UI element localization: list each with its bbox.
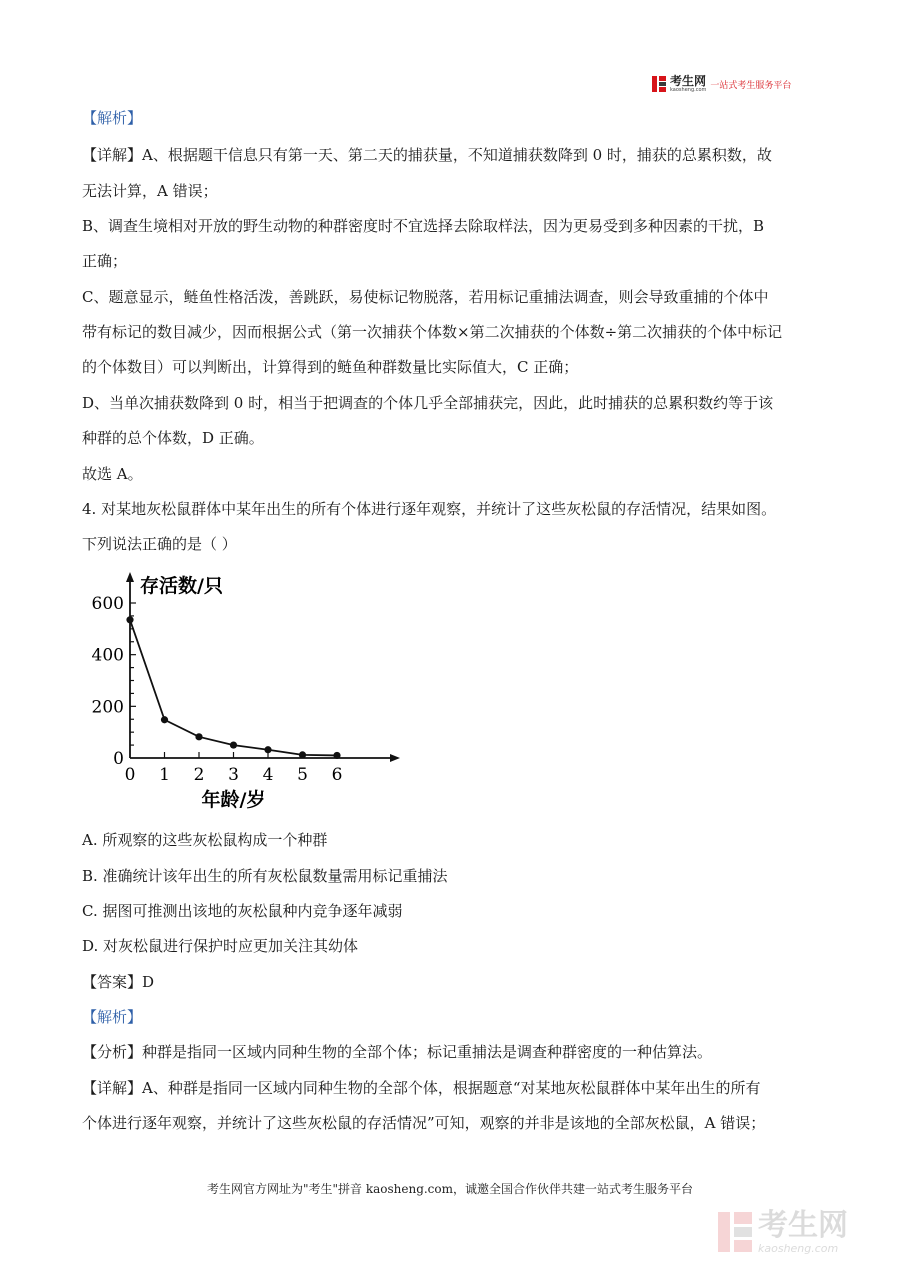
- watermark-text: [758, 1207, 848, 1255]
- logo-mark-icon: [652, 76, 666, 92]
- x-tick-label: 3: [228, 765, 239, 785]
- option-b: B. 准确统计该年出生的所有灰松鼠数量需用标记重捕法: [82, 867, 448, 885]
- option-c: C. 据图可推测出该地的灰松鼠种内竞争逐年减弱: [82, 902, 403, 920]
- y-tick-label: 600: [91, 594, 124, 614]
- text-line: 【详解】A、根据题干信息只有第一天、第二天的捕获量，不知道捕获数降到 0 时，捕获的总累积数，故: [82, 146, 772, 164]
- logo-name: 考生网: [670, 74, 707, 88]
- text-line: 【详解】A、种群是指同一区域内同种生物的全部个体，根据题意“对某地灰松鼠群体中某年出生的所有: [82, 1079, 761, 1097]
- option-d: D. 对灰松鼠进行保护时应更加关注其幼体: [82, 937, 359, 955]
- text-line: 的个体数目）可以判断出，计算得到的鲢鱼种群数量比实际值大，C 正确；: [82, 358, 579, 376]
- data-point: [195, 733, 202, 740]
- y-axis-arrow: [126, 572, 134, 582]
- watermark-name: 考生网: [758, 1207, 848, 1243]
- data-point: [230, 741, 237, 748]
- x-tick-label: 1: [159, 765, 170, 785]
- logo-url: kaosheng.com: [670, 87, 707, 93]
- y-tick-label: 200: [91, 697, 124, 718]
- option-a: A. 所观察的这些灰松鼠构成一个种群: [82, 831, 328, 849]
- text-line: B、调查生境相对开放的野生动物的种群密度时不宜选择去除取样法，因为更易受到多种因素的干扰，B: [82, 217, 765, 235]
- text-line: 种群的总个体数，D 正确。: [82, 429, 264, 447]
- y-axis-label: 存活数/只: [140, 575, 223, 597]
- question-stem: 下列说法正确的是（ ）: [82, 535, 237, 553]
- x-tick-label: 2: [193, 765, 205, 785]
- x-axis-arrow: [390, 754, 400, 762]
- data-point: [264, 746, 271, 753]
- x-tick-label: 6: [331, 765, 343, 785]
- watermark-logo: [718, 1207, 888, 1257]
- series-line: [130, 620, 337, 756]
- logo-text: [670, 75, 706, 93]
- logo-slogan: 一站式考生服务平台: [710, 80, 792, 91]
- footer-text: 考生网官方网址为"考生"拼音 kaosheng.com，诚邀全国合作伙伴共建一站式考生服务平台: [206, 1182, 694, 1196]
- x-tick-label: 5: [297, 765, 308, 785]
- data-point: [333, 752, 340, 759]
- data-point: [161, 716, 168, 723]
- survival-chart: [82, 566, 402, 816]
- watermark-url: kaosheng.com: [758, 1241, 839, 1255]
- text-line: 正确；: [82, 252, 128, 270]
- text-line: 故选 A。: [82, 465, 143, 483]
- text-line: 个体进行逐年观察，并统计了这些灰松鼠的存活情况”可知，观察的并非是该地的全部灰松鼠，A 错误；: [82, 1114, 766, 1132]
- header-logo: [652, 74, 791, 94]
- x-tick-label: 0: [124, 765, 136, 785]
- y-tick-label: 400: [91, 645, 124, 666]
- analysis-heading: 【解析】: [82, 109, 143, 127]
- text-line: 带有标记的数目减少，因而根据公式（第一次捕获个体数×第二次捕获的个体数÷第二次捕获的个体中标记: [82, 323, 783, 341]
- data-point: [126, 616, 133, 623]
- x-axis-label: 年龄/岁: [201, 789, 266, 811]
- analysis-heading: 【解析】: [82, 1008, 143, 1026]
- answer-line: 【答案】D: [82, 973, 155, 991]
- y-tick-label: 0: [113, 749, 124, 769]
- text-line: 无法计算，A 错误；: [82, 182, 218, 200]
- x-tick-label: 4: [262, 765, 274, 785]
- watermark-mark-icon: [718, 1212, 752, 1252]
- text-line: C、题意显示，鲢鱼性格活泼，善跳跃，易使标记物脱落，若用标记重捕法调查，则会导致重捕的个体中: [82, 288, 769, 306]
- text-line: D、当单次捕获数降到 0 时，相当于把调查的个体几乎全部捕获完，因此，此时捕获的总累积数约等于该: [82, 394, 774, 412]
- text-line: 【分析】种群是指同一区域内同种生物的全部个体；标记重捕法是调查种群密度的一种估算法。: [82, 1043, 713, 1061]
- question-stem: 4. 对某地灰松鼠群体中某年出生的所有个体进行逐年观察，并统计了这些灰松鼠的存活情况，结果如图。: [82, 500, 777, 518]
- data-point: [299, 751, 306, 758]
